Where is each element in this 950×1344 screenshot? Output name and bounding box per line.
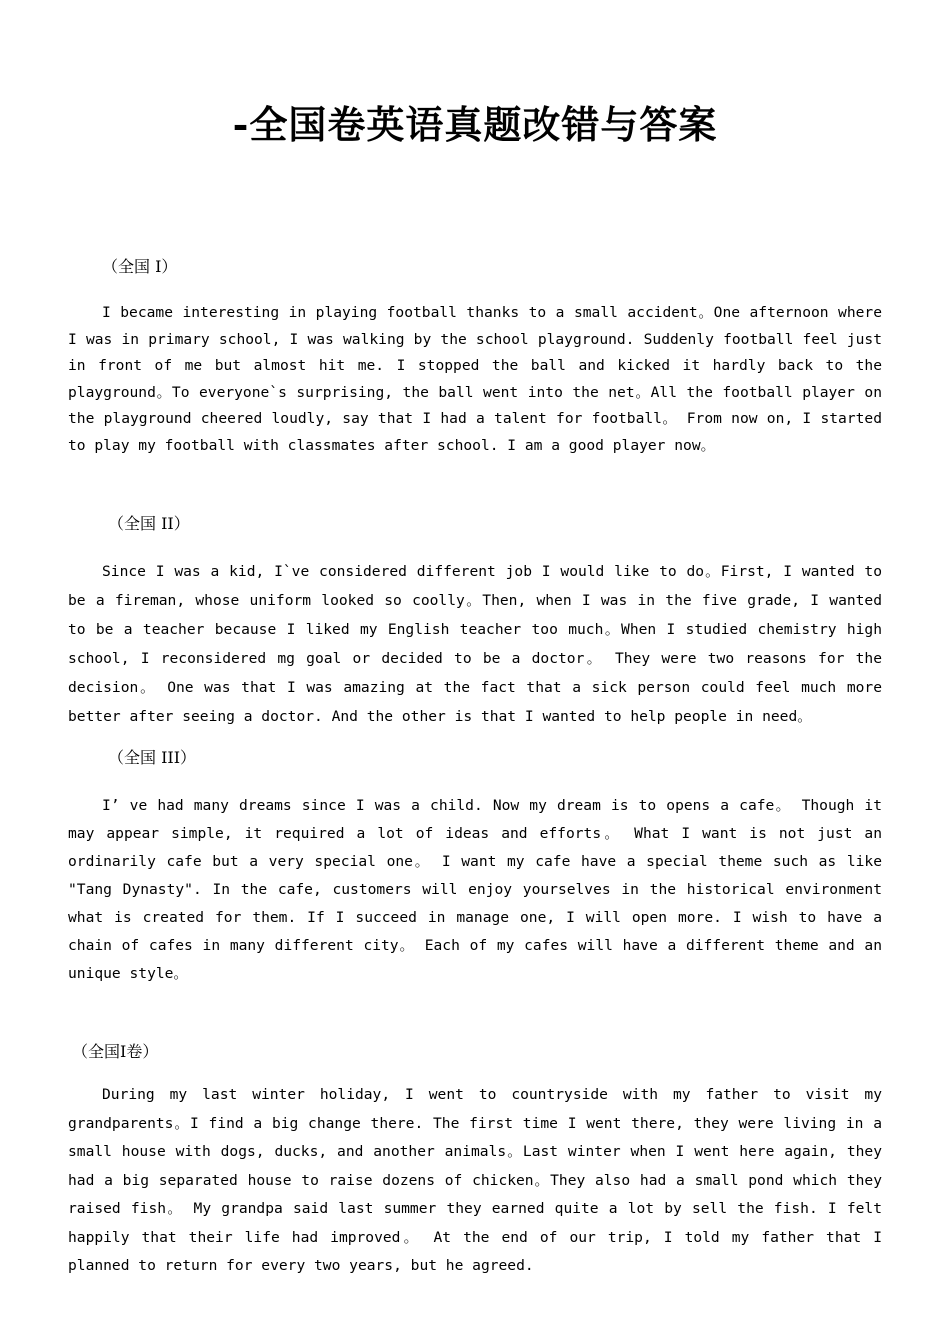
section-heading-3: （全国 III） (108, 748, 197, 767)
document-title: -全国卷英语真题改错与答案 (232, 102, 718, 147)
section-paragraph-3: I’ ve had many dreams since I was a child. Now my dream is to opens a cafe。 Though it may appear simple, it required a lot of ideas and efforts。 What I want is not just an ordinarily cafe but a very special one。 I want my cafe have a special theme such as like "Tang Dynasty". In the cafe, customers will enjoy yourselves in the historical environment what is created for them. If I succeed in manage one, I will open more. I wish to have a chain of cafes in many different city。 Each of my cafes will have a different theme and an unique style。 (68, 797, 882, 982)
section-paragraph-4: During my last winter holiday, I went to countryside with my father to visit my grandparents。I find a big change there. The first time I went there, they were living in a small house with dogs, ducks, and another animals。Last winter when I went here again, they had a big separated house to raise dozens of chicken。They also had a small pond which they raised fish。 My grandpa said last summer they earned quite a lot by sell the fish. I felt happily that their life had improved。 At the end of our trip, I told my father that I planned to return for every two years, but he agreed. (68, 1086, 882, 1274)
section-paragraph-2: Since I was a kid, I`ve considered different job I would like to do。First, I wanted to be a fireman, whose uniform looked so coolly。Then, when I was in the five grade, I wanted to be a teacher because I liked my English teacher too much。When I studied chemistry high school, I reconsidered mg goal or decided to be a doctor。 They were two reasons for the decision。 One was that I was amazing at the fact that a sick person could feel much more better after seeing a doctor. And the other is that I wanted to help people in need。 (68, 563, 882, 725)
section-heading-4: （全国Ⅰ卷） (72, 1042, 159, 1061)
section-heading-2: （全国 II） (108, 514, 190, 533)
section-paragraph-1: I became interesting in playing football thanks to a small accident。One afternoon where I was in primary school, I was walking by the school playground. Suddenly football feel just in front of me but almost hit me. I stopped the ball and kicked it hardly back to the playground。To everyone`s surprising, the ball went into the net。All the football player on the playground cheered loudly, say that I had a talent for football。 From now on, I started to play my football with classmates after school. I am a good player now。 (68, 304, 882, 454)
section-heading-1: （全国 I） (102, 257, 178, 276)
